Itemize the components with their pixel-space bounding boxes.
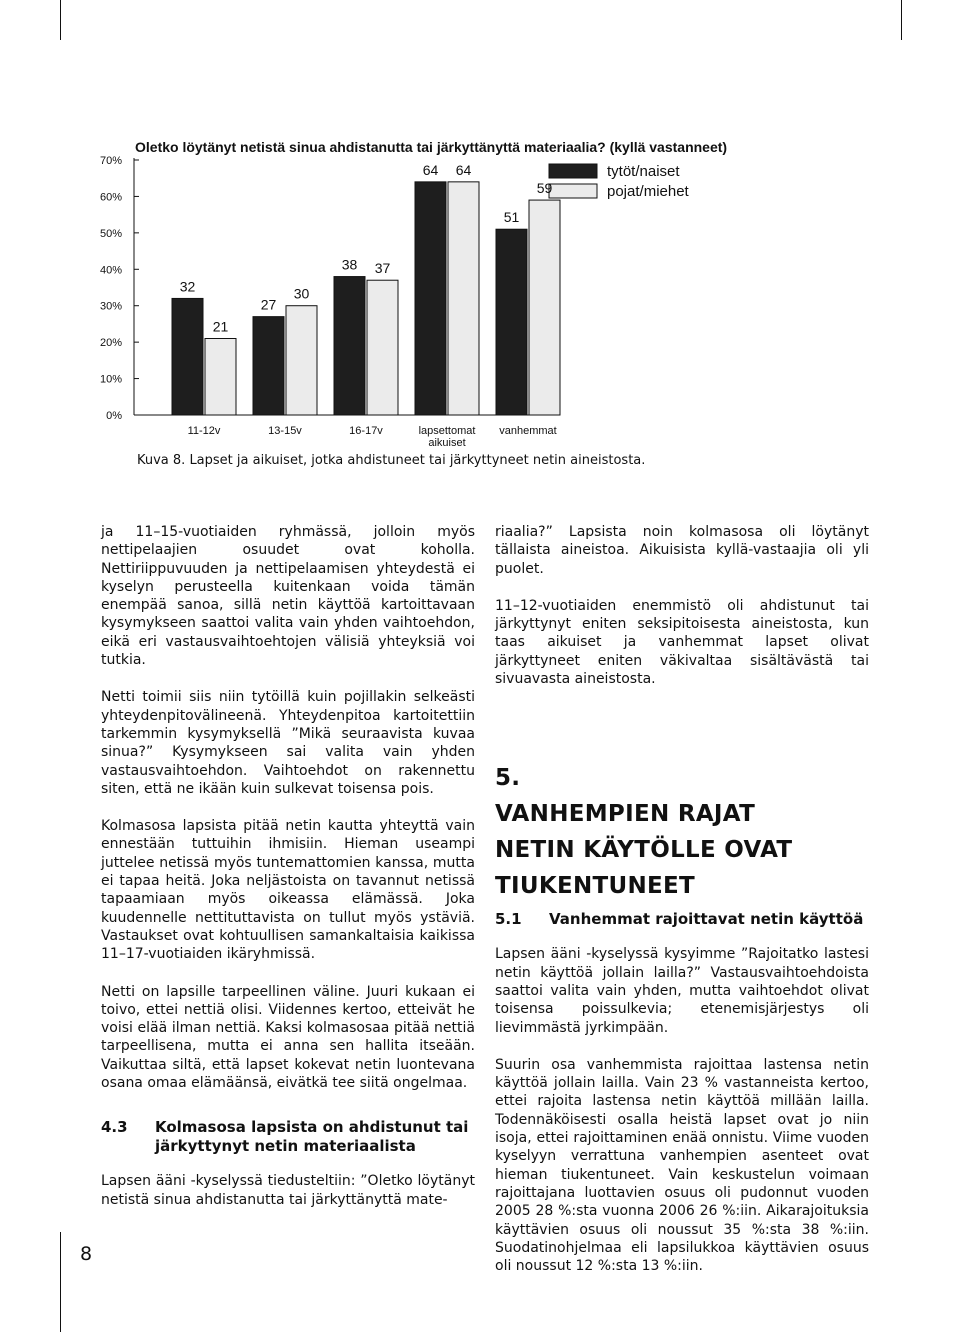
paragraph: Netti toimii siis niin tytöillä kuin pojillakin selkeästi yhteydenpitovälineenä. Yhteydenpitoa kartoitettiin tarkemmin kysymyksellä ”Mikä seuraavista kuvaa sinua?” Kysymykseen sai valita vain yhden vastausvaihtoehdon. Vaihtoehdot on rakennettu siten, että ne ikään kuin sulkevat toisensa pois. [101, 689, 475, 797]
paragraph: Suurin osa vanhemmista rajoittaa lastensa netin käyttöä jollain lailla. Vain 23 % vastanneista kertoo, ettei rajoita lastensa netin käyttöä millään lailla. Todennäköisesti osalla heistä lapset ovat jo niin isoja, ettei rajoittaminen enää onnistu. Viime vuoden kyselyyn verrattuna vanhempien asenteet ovat hieman tiukentuneet. Vain keskustelun voimaan rajoittajana luottavien osuus oli pudonnut vuoden 2005 28 %:sta vuonna 2006 26 %:iin. Aikarajoituksia käyttävien osuus oli noussut 35 %:sta 38 %:iin. Suodatinohjelmaa eli lapsilukkoa käyttävien osuus oli noussut 12 %:sta 13 %:iin. [495, 1056, 869, 1275]
section-title: Vanhemmat rajoittavat netin käyttöä [549, 910, 864, 929]
bar [415, 182, 446, 415]
bar [286, 306, 317, 415]
x-tick-label: vanhemmat [499, 425, 557, 437]
page-margin-rule [60, 1232, 61, 1332]
bar-value-label: 30 [293, 285, 310, 302]
figure-caption: Kuva 8. Lapset ja aikuiset, jotka ahdistuneet tai järkyttyneet netin aineistosta. [137, 453, 646, 468]
page-number: 8 [80, 1243, 93, 1265]
paragraph: 11–12-vuotiaiden enemmistö oli ahdistunut tai järkyttynyt eniten seksipitoisesta aineistosta, kun taas aikuiset ja vanhemmat lapset olivat järkyttyneet eniten väkivaltaa sisältävästä tai sivuavasta aineistosta. [495, 597, 869, 688]
figure-chart [0, 0, 960, 480]
paragraph: Lapsen ääni -kyselyssä tiedusteltiin: ”Oletko löytänyt netistä sinua ahdistanutta tai järkyttänyttä mate- [101, 1173, 475, 1208]
chapter-heading-5 [495, 760, 869, 904]
bar-value-label: 38 [341, 256, 358, 273]
chapter-number: 5. [495, 765, 521, 792]
x-tick-label: lapsettomat [418, 425, 476, 437]
legend-swatch [549, 184, 597, 198]
bar [205, 339, 236, 416]
bar-value-label: 59 [536, 180, 553, 197]
paragraph: Lapsen ääni -kyselyssä kysyimme ”Rajoitatko lastesi netin käyttöä jollain lailla?” Vastausvaihtoehdoista saattoi valita vain yhden, mutta vaihtoehdot olivat toisensa poissulkevia; etenemisjärjestys oli lievimmästä jyrkimpään. [495, 946, 869, 1036]
bar-chart [0, 0, 960, 450]
legend-label: tytöt/naiset [607, 163, 680, 180]
bar-value-label: 51 [503, 209, 520, 226]
bar [334, 277, 365, 415]
left-column [101, 523, 475, 1209]
section-heading-4-3 [101, 1118, 475, 1156]
y-tick-label: 40% [99, 264, 122, 277]
y-tick-label: 50% [99, 227, 122, 240]
x-tick-label: 13-15v [268, 425, 302, 437]
bar [367, 280, 398, 415]
paragraph: Netti on lapsille tarpeellinen väline. Juuri kukaan ei toivo, ettei nettiä olisi. Viidennes kertoo, etteivät he voisi elää ilman nettiä. Kaksi kolmasosaa pitää nettiä tarpeellisena, mutta ei anna sen hallita itseään. Vaikuttaa siltä, että lapset kokevat netin luontevana osana omaa elämäänsä, eivätkä tee siitä ongelmaa. [101, 983, 475, 1092]
bar-value-label: 64 [455, 161, 472, 178]
bar-value-label: 27 [260, 296, 277, 313]
y-tick-label: 20% [99, 337, 122, 350]
y-tick-label: 30% [99, 300, 122, 313]
right-column [495, 523, 869, 1294]
section-heading-5-1 [495, 910, 869, 929]
x-tick-label: 16-17v [349, 425, 383, 437]
y-tick-label: 60% [99, 191, 122, 204]
bar [529, 200, 560, 415]
bar-value-label: 21 [212, 318, 229, 335]
bar [496, 229, 527, 415]
section-title: Kolmasosa lapsista on ahdistunut tai järkyttynyt netin materiaalista [155, 1118, 469, 1156]
x-tick-label: aikuiset [428, 437, 466, 449]
section-number: 4.3 [101, 1118, 128, 1137]
x-tick-label: 11-12v [187, 425, 221, 437]
paragraph: riaalia?” Lapsista noin kolmasosa oli löytänyt tällaista aineistoa. Aikuisista kyllä-vastaajia oli yli puolet. [495, 524, 869, 577]
chart-title: Oletko löytänyt netistä sinua ahdistanutta tai järkyttänyttä materiaalia? (kyllä vastanneet) [135, 139, 728, 155]
section-number: 5.1 [495, 910, 522, 929]
legend-swatch [549, 164, 597, 178]
bar-value-label: 32 [179, 278, 196, 295]
paragraph: Kolmasosa lapsista pitää netin kautta yhteyttä vain ennestään tuttuihin ihmisiin. Hieman useampi juttelee netissä myös tuntemattomien kanssa, mutta ei tapaa heitä. Joka neljästoista on tavannut netissä tapaamiaan myös oikeassa elämässä. Joka kuudennelle nettituttavista on tullut myös ystäviä. Vastaukset ovat kohtuullisen samankaltaisia kaikissa 11–17-vuotiaiden ikäryhmissä. [101, 818, 475, 963]
bar [172, 298, 203, 415]
y-tick-label: 0% [106, 410, 122, 422]
y-tick-label: 70% [99, 155, 122, 167]
bar-value-label: 64 [422, 161, 439, 178]
paragraph: ja 11–15-vuotiaiden ryhmässä, jolloin myös nettipelaajien osuudet ovat koholla. Nettiriippuvuuden ja nettipelaamisen yhteydestä ei kyselyn perusteella kuitenkaan voida tämän enempää sanoa, sillä netin käyttöä kartoittavaan kysymykseen saattoi valita vain yhden vaihtoehdon, eikä eri vastausvaihtoehtojen välisiä yhteyksiä voi tutkia. [101, 524, 475, 669]
bar [253, 317, 284, 415]
legend-label: pojat/miehet [607, 183, 689, 200]
chapter-title: VANHEMPIEN RAJAT NETIN KÄYTÖLLE OVAT TIUKENTUNEET [495, 801, 793, 900]
bar-value-label: 37 [374, 260, 391, 277]
y-tick-label: 10% [99, 373, 122, 386]
bar [448, 182, 479, 415]
